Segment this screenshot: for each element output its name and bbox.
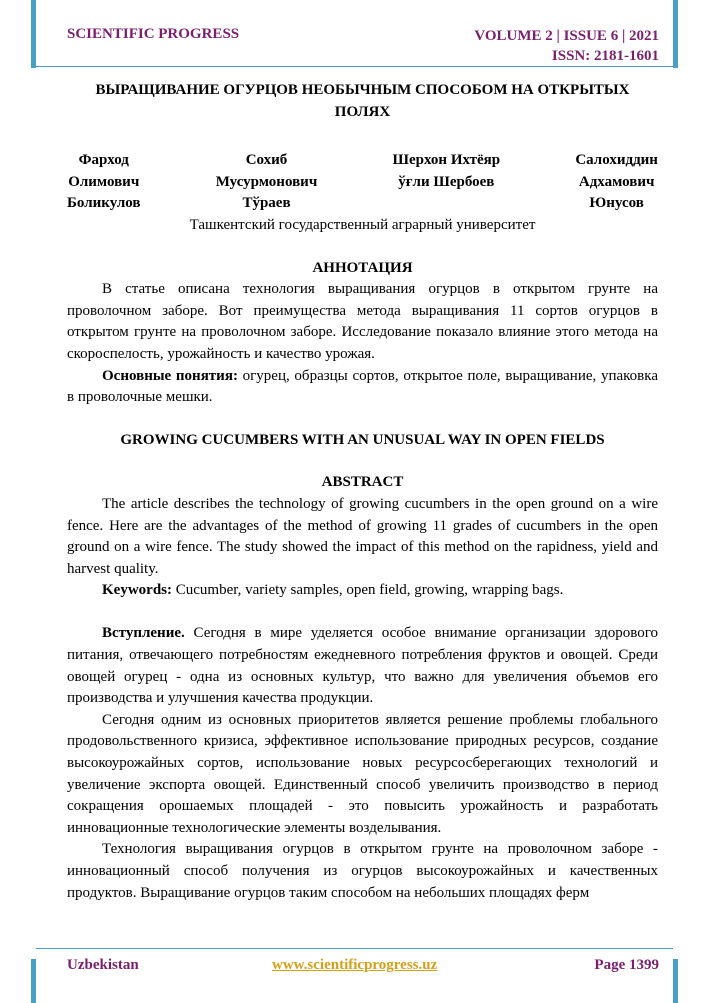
intro-text: Сегодня в мире уделяется особое внимание организации здорового питания, отвечающего потребностям ежедневного потребления фруктов и овощей. Среди овощей огурец - одна из основных культур, что важно для увеличения объемов его производства и улучшения качества продукции. [67, 625, 658, 707]
header-left-bar [31, 0, 36, 68]
header-right-bar [673, 0, 678, 68]
author-1 [67, 150, 140, 215]
author-name-line: Юнусов [589, 195, 644, 212]
intro-label: Вступление. [102, 625, 185, 642]
footer-left-bar [31, 959, 36, 1003]
author-name-line: Олимович [68, 173, 140, 190]
keywords-text-en: Cucumber, variety samples, open field, growing, wrapping bags. [172, 582, 564, 599]
footer-right-bar [673, 959, 678, 1003]
abstract-en: The article describes the technology of growing cucumbers in the open ground on a wire fence. Here are the advantages of the method of growing 11 grades of cucumbers in the open ground on a wire fence. The study showed the impact of this method on the rapidness, yield and harvest quality. [67, 495, 658, 577]
keywords-en [67, 580, 658, 602]
intro-paragraph-2: Сегодня одним из основных приоритетов является решение проблемы глобального продовольственного кризиса, эффективное использование природных ресурсов, создание высокоурожайных сортов, использование новых ресурсосберегающих технологий и увеличение экспорта овощей. Единственный способ увеличить производство в период сокращения орошаемых площадей - это повысить урожайность и разработать инновационные технологические элементы возделывания. [67, 711, 658, 836]
footer-url-link[interactable]: www.scientificprogress.uz [272, 957, 438, 973]
footer-country: Uzbekistan [67, 957, 139, 973]
intro-paragraph-1 [67, 623, 658, 709]
author-name-line: Адхамович [578, 173, 655, 190]
issue-info [474, 26, 659, 66]
author-name-line: Мусурмонович [215, 173, 318, 190]
article-title-en: GROWING CUCUMBERS WITH AN UNUSUAL WAY IN OPEN FIELDS [120, 431, 605, 448]
author-3 [393, 150, 501, 215]
keywords-text-ru: огурец, образцы сортов, открытое поле, выращивание, упаковка в проволочные мешки. [67, 367, 658, 406]
keywords-label-ru: Основные понятия: [102, 367, 238, 384]
spacer [67, 602, 658, 624]
abstract-heading-en: ABSTRACT [321, 474, 404, 491]
author-name-line: Фарход [78, 152, 129, 169]
author-name-line: ўғли Шербоев [398, 173, 495, 190]
author-name-line: Шерхон Ихтёяр [392, 152, 501, 169]
affiliation: Ташкентский государственный аграрный университет [189, 216, 536, 233]
issn: ISSN: 2181-1601 [551, 48, 659, 64]
author-name-line: Тўраев [242, 195, 291, 212]
abstract-heading-ru: АННОТАЦИЯ [312, 259, 413, 276]
volume-issue: VOLUME 2 | ISSUE 6 | 2021 [474, 28, 659, 44]
author-4 [575, 150, 658, 215]
keywords-ru [67, 366, 658, 409]
abstract-ru: В статье описана технология выращивания огурцов в открытом грунте на проволочном заборе. Вот преимущества метода выращивания 11 сортов огурцов в открытом грунте на проволочном заборе. Исследование показало влияние этого метода на скороспелость, урожайность и качество урожая. [67, 281, 658, 362]
header-divider [36, 66, 673, 67]
author-list [67, 150, 658, 215]
article-title-ru: ВЫРАЩИВАНИЕ ОГУРЦОВ НЕОБЫЧНЫМ СПОСОБОМ НА ОТКРЫТЫХ ПОЛЯХ [95, 82, 630, 120]
footer-divider [36, 948, 673, 949]
author-name-line: Боликулов [67, 195, 141, 212]
page-number: Page 1399 [594, 957, 659, 973]
intro-paragraph-3: Технология выращивания огурцов в открытом грунте на проволочном заборе - инновационный способ получения из огурцов высокоурожайных и качественных продуктов. Выращивание огурцов таким способом на небольших площадях ферм [67, 841, 658, 901]
author-name-line: Салохиддин [575, 152, 658, 169]
journal-name: SCIENTIFIC PROGRESS [67, 26, 240, 42]
keywords-label-en: Keywords: [102, 582, 172, 599]
author-2 [216, 150, 318, 215]
author-name-line: Сохиб [245, 152, 288, 169]
article-body [67, 80, 658, 904]
